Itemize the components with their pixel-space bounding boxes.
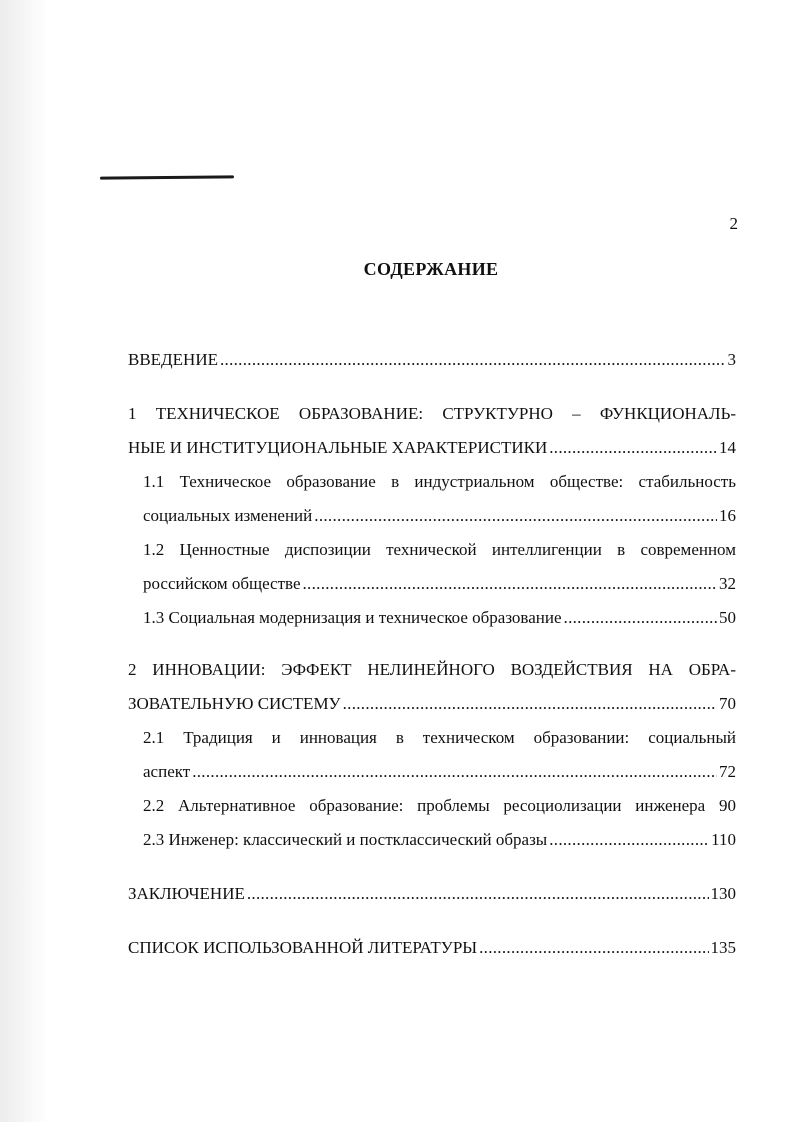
dot-leader	[549, 431, 717, 465]
toc-entry-title: ВВЕДЕНИЕ	[128, 350, 218, 369]
toc-entry-page: 32	[719, 574, 736, 593]
toc-section-1-2-title-line[interactable]: 1.2 Ценностные диспозиции технической интеллигенции в современном	[143, 540, 736, 559]
dot-leader	[549, 823, 709, 857]
toc-entry-page: 16	[719, 506, 736, 525]
toc-entry-title: российском обществе	[143, 574, 301, 593]
toc-entry-section-2-3[interactable]	[128, 823, 736, 857]
page-title: СОДЕРЖАНИЕ	[363, 259, 499, 279]
dot-leader	[192, 755, 717, 789]
toc-entry-page: 135	[710, 938, 736, 957]
page-number: 2	[729, 214, 738, 233]
dot-leader	[479, 931, 708, 965]
dot-leader	[303, 567, 718, 601]
toc-section-2-1-title-line[interactable]: 2.1 Традиция и инновация в техническом образовании: социальный	[143, 728, 736, 747]
dot-leader	[220, 343, 726, 377]
toc-entry-section-1-2[interactable]	[128, 567, 736, 601]
toc-chapter-1-title-line[interactable]: 1 ТЕХНИЧЕСКОЕ ОБРАЗОВАНИЕ: СТРУКТУРНО – ФУНКЦИОНАЛЬ-	[128, 404, 736, 423]
toc-entry-section-2-2[interactable]: 2.2 Альтернативное образование: проблемы ресоциолизации инженера 90	[143, 796, 736, 815]
toc-entry-page: 50	[719, 608, 736, 627]
toc-entry-page: 14	[719, 438, 736, 457]
dot-leader	[564, 601, 717, 635]
toc-chapter-2-title-line[interactable]: 2 ИННОВАЦИИ: ЭФФЕКТ НЕЛИНЕЙНОГО ВОЗДЕЙСТВИЯ НА ОБРА-	[128, 660, 736, 679]
toc-entry-section-2-1[interactable]	[128, 755, 736, 789]
toc-entry-title: ЗОВАТЕЛЬНУЮ СИСТЕМУ	[128, 694, 341, 713]
table-of-contents	[128, 343, 736, 965]
dot-leader	[314, 499, 717, 533]
toc-entry-page: 130	[710, 884, 736, 903]
toc-entry-title: 1.3 Социальная модернизация и техническое образование	[143, 608, 562, 627]
toc-entry-bibliography[interactable]	[128, 931, 736, 965]
toc-entry-page: 70	[719, 694, 736, 713]
toc-entry-page: 3	[727, 350, 736, 369]
pen-stroke-mark	[100, 175, 234, 179]
toc-entry-title: 2.3 Инженер: классический и постклассический образы	[143, 830, 548, 849]
toc-entry-intro[interactable]	[128, 343, 736, 377]
toc-entry-title: ЗАКЛЮЧЕНИЕ	[128, 884, 245, 903]
dot-leader	[247, 877, 709, 911]
toc-entry-page: 72	[719, 762, 736, 781]
toc-entry-title: НЫЕ И ИНСТИТУЦИОНАЛЬНЫЕ ХАРАКТЕРИСТИКИ	[128, 438, 548, 457]
toc-entry-title: СПИСОК ИСПОЛЬЗОВАННОЙ ЛИТЕРАТУРЫ	[128, 938, 478, 957]
toc-entry-section-1-1[interactable]	[128, 499, 736, 533]
toc-entry-chapter-1[interactable]	[128, 431, 736, 465]
toc-entry-conclusion[interactable]	[128, 877, 736, 911]
dot-leader	[343, 687, 717, 721]
toc-entry-chapter-2[interactable]	[128, 687, 736, 721]
toc-entry-title: социальных изменений	[143, 506, 313, 525]
toc-entry-section-1-3[interactable]	[128, 601, 736, 635]
scan-edge-shadow	[0, 0, 48, 1122]
toc-entry-title: аспект	[143, 762, 191, 781]
toc-entry-page: 110	[711, 830, 736, 849]
toc-section-1-1-title-line[interactable]: 1.1 Техническое образование в индустриальном обществе: стабильность	[143, 472, 736, 491]
